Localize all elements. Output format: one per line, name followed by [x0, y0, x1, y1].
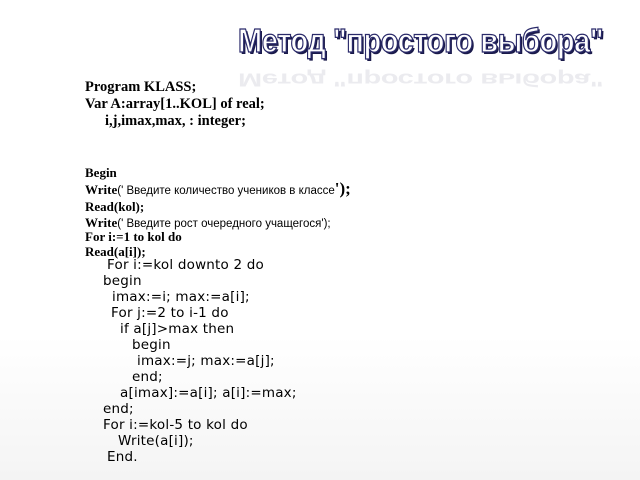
write-string: (' Введите количество учеников в классе: [117, 185, 335, 197]
code-line-if: if a[j]>max then: [120, 321, 235, 337]
code-line-begin-inner: begin: [132, 337, 171, 353]
code-line-vars-integer: i,j,imax,max, : integer;: [105, 113, 246, 129]
code-line-write-count: [85, 179, 351, 199]
write-close: ');: [334, 179, 351, 198]
code-line-var: Var A:array[1..KOL] of real;: [85, 96, 265, 112]
code-line-end-outer: end;: [103, 401, 134, 417]
code-line-for-downto: For i:=kol downto 2 do: [107, 257, 265, 273]
write-string: (' Введите рост очередного учащегося');: [117, 218, 331, 230]
slide-title-block: [238, 22, 638, 102]
code-line-begin: Begin: [85, 165, 117, 180]
code-line-program: Program KLASS;: [85, 79, 197, 95]
code-line-for-j: For j:=2 to i-1 do: [111, 305, 229, 321]
write-keyword: Write: [85, 215, 118, 230]
slide-title-reflection: Метод "простого выбора": [238, 69, 604, 90]
write-keyword: Write: [85, 182, 118, 197]
code-line-for-input: For i:=1 to kol do: [85, 229, 182, 244]
code-line-end-program: End.: [107, 449, 138, 465]
code-line-imax-assign: imax:=j; max:=a[j];: [137, 353, 275, 369]
code-line-end-inner: end;: [132, 369, 163, 385]
code-line-write-ai: Write(a[i]);: [118, 433, 194, 449]
code-line-for-output: For i:=kol-5 to kol do: [103, 417, 248, 433]
code-line-imax-init: imax:=i; max:=a[i];: [112, 289, 250, 305]
code-line-read-ai: Read(a[i]);: [85, 244, 146, 259]
code-line-read-kol: Read(kol);: [85, 199, 145, 214]
code-line-swap: a[imax]:=a[i]; a[i]:=max;: [120, 385, 297, 401]
code-line-begin-outer: begin: [103, 273, 142, 289]
slide-title: Метод "простого выбора": [238, 22, 604, 59]
